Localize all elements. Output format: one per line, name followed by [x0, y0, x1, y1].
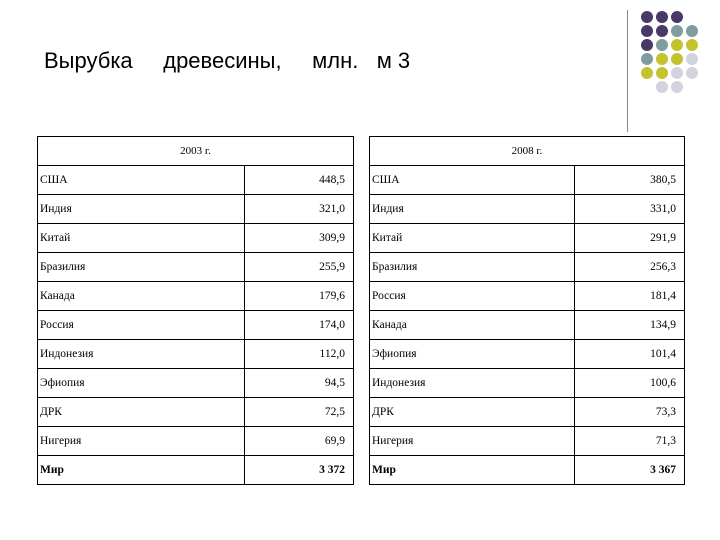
- value-cell: 134,9: [575, 311, 685, 340]
- table-row: [38, 224, 354, 253]
- country-cell: ДРК: [38, 398, 245, 427]
- table-row: [370, 253, 685, 282]
- country-cell: Эфиопия: [370, 340, 575, 369]
- decor-dot: [656, 39, 668, 51]
- country-cell: Нигерия: [38, 427, 245, 456]
- value-cell: 71,3: [575, 427, 685, 456]
- country-cell: Нигерия: [370, 427, 575, 456]
- table-header-2008: 2008 г.: [370, 137, 685, 166]
- decor-dot: [671, 67, 683, 79]
- country-cell: Индия: [370, 195, 575, 224]
- total-value-cell: 3 367: [575, 456, 685, 485]
- country-cell: ДРК: [370, 398, 575, 427]
- value-cell: 72,5: [245, 398, 354, 427]
- country-cell: Бразилия: [38, 253, 245, 282]
- value-cell: 73,3: [575, 398, 685, 427]
- country-cell: Россия: [370, 282, 575, 311]
- decor-dot: [671, 25, 683, 37]
- table-row: [38, 166, 354, 195]
- country-cell: Индонезия: [370, 369, 575, 398]
- table-row: [38, 195, 354, 224]
- table-row: [370, 224, 685, 253]
- total-row: [38, 456, 354, 485]
- decor-dot: [671, 11, 683, 23]
- value-cell: 331,0: [575, 195, 685, 224]
- value-cell: 448,5: [245, 166, 354, 195]
- table-row: [38, 311, 354, 340]
- country-cell: Индия: [38, 195, 245, 224]
- value-cell: 309,9: [245, 224, 354, 253]
- table-row: [370, 311, 685, 340]
- value-cell: 256,3: [575, 253, 685, 282]
- country-cell: Канада: [370, 311, 575, 340]
- table-row: [38, 253, 354, 282]
- table-header-2003: 2003 г.: [38, 137, 354, 166]
- table-row: [38, 369, 354, 398]
- table-row: [38, 340, 354, 369]
- divider-line: [627, 10, 628, 132]
- table-row: [370, 427, 685, 456]
- decor-dot: [656, 25, 668, 37]
- value-cell: 255,9: [245, 253, 354, 282]
- decor-dot: [656, 67, 668, 79]
- country-cell: Индонезия: [38, 340, 245, 369]
- decor-dot: [656, 11, 668, 23]
- total-label-cell: Мир: [370, 456, 575, 485]
- value-cell: 94,5: [245, 369, 354, 398]
- country-cell: Россия: [38, 311, 245, 340]
- decorative-dot-grid: [641, 11, 698, 93]
- value-cell: 101,4: [575, 340, 685, 369]
- country-cell: Эфиопия: [38, 369, 245, 398]
- table-row: [370, 166, 685, 195]
- decor-dot: [686, 39, 698, 51]
- table-row: [370, 340, 685, 369]
- total-row: [370, 456, 685, 485]
- table-row: [38, 398, 354, 427]
- page-title: Вырубка древесины, млн. м 3: [44, 48, 411, 73]
- decor-dot: [641, 67, 653, 79]
- table-row: [370, 195, 685, 224]
- table-row: [38, 427, 354, 456]
- country-cell: США: [38, 166, 245, 195]
- decor-dot: [641, 25, 653, 37]
- value-cell: 100,6: [575, 369, 685, 398]
- value-cell: 69,9: [245, 427, 354, 456]
- total-value-cell: 3 372: [245, 456, 354, 485]
- country-cell: США: [370, 166, 575, 195]
- decor-dot: [686, 53, 698, 65]
- country-cell: Бразилия: [370, 253, 575, 282]
- decor-dot: [671, 53, 683, 65]
- decor-dot: [641, 11, 653, 23]
- decor-dot: [686, 67, 698, 79]
- decor-dot: [656, 53, 668, 65]
- country-cell: Канада: [38, 282, 245, 311]
- total-label-cell: Мир: [38, 456, 245, 485]
- value-cell: 291,9: [575, 224, 685, 253]
- table-2003: [37, 136, 354, 485]
- value-cell: 179,6: [245, 282, 354, 311]
- decor-dot: [671, 81, 683, 93]
- value-cell: 321,0: [245, 195, 354, 224]
- value-cell: 112,0: [245, 340, 354, 369]
- table-row: [370, 398, 685, 427]
- country-cell: Китай: [370, 224, 575, 253]
- country-cell: Китай: [38, 224, 245, 253]
- table-2008: [369, 136, 685, 485]
- decor-dot: [641, 53, 653, 65]
- decor-dot: [656, 81, 668, 93]
- table-row: [370, 282, 685, 311]
- value-cell: 174,0: [245, 311, 354, 340]
- decor-dot: [671, 39, 683, 51]
- table-row: [38, 282, 354, 311]
- decor-dot: [641, 39, 653, 51]
- value-cell: 181,4: [575, 282, 685, 311]
- table-row: [370, 369, 685, 398]
- value-cell: 380,5: [575, 166, 685, 195]
- decor-dot: [686, 25, 698, 37]
